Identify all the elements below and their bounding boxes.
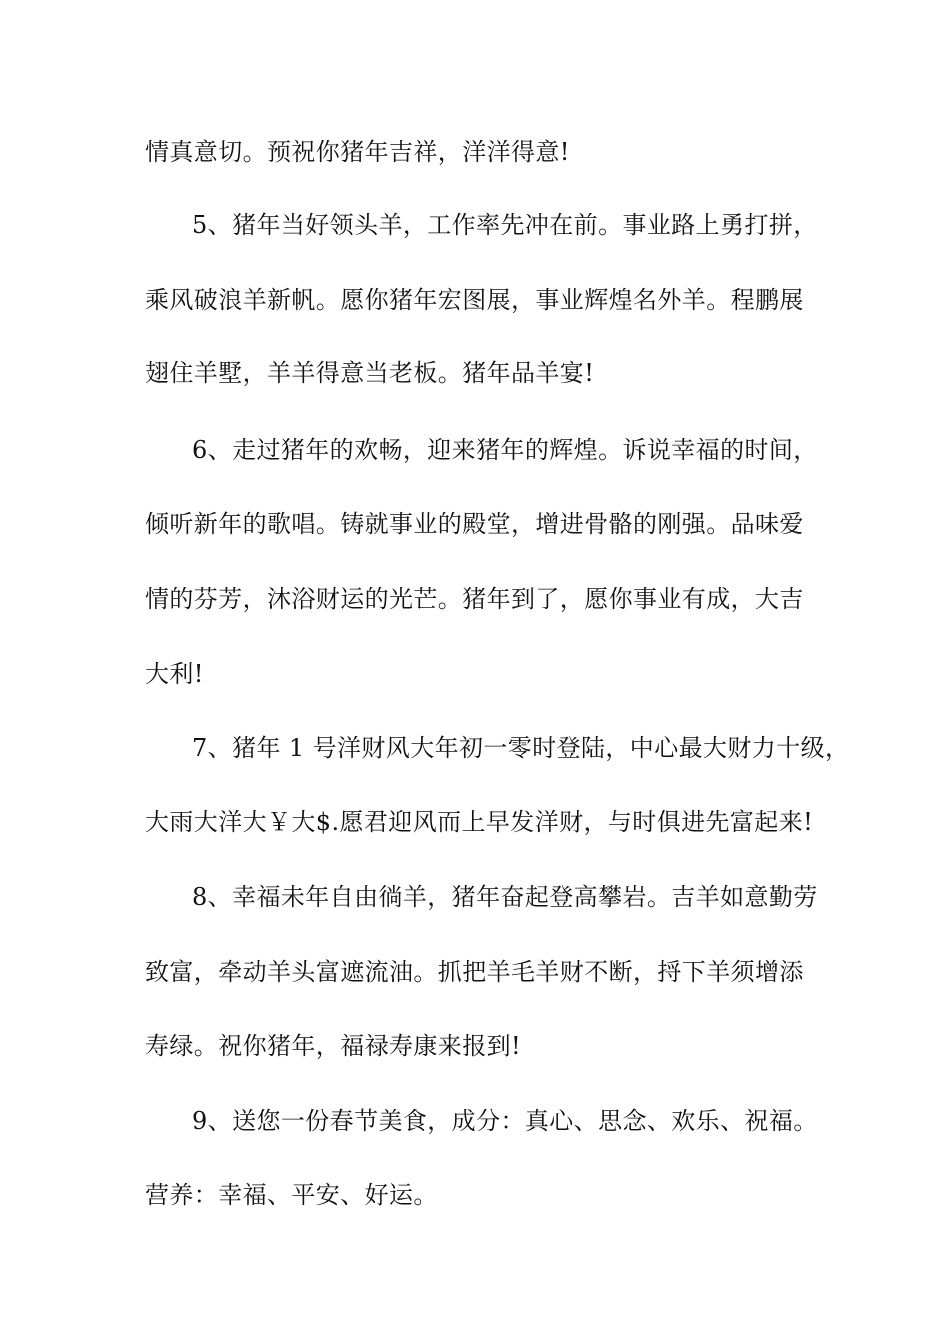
- text-line: 大利!: [145, 660, 204, 688]
- paragraph-8-first-line: 8、幸福未年自由徜羊，猪年奋起登高攀岩。吉羊如意勤劳: [192, 883, 818, 911]
- paragraph-7-first-line: 7、猪年 1 号洋财风大年初一零时登陆，中心最大财力十级，: [192, 734, 850, 762]
- text-line: 乘风破浪羊新帆。愿你猪年宏图展，事业辉煌名外羊。程鹏展: [145, 286, 804, 314]
- text-line: 致富，牵动羊头富遮流油。抓把羊毛羊财不断，捋下羊须增添: [145, 958, 804, 986]
- text-line: 营养：幸福、平安、好运。: [145, 1181, 438, 1209]
- text-line: 情的芬芳，沐浴财运的光芒。猪年到了，愿你事业有成，大吉: [145, 585, 804, 613]
- text-line: 大雨大洋大￥大$.愿君迎风而上早发洋财，与时俱进先富起来!: [145, 808, 814, 836]
- text-line: 寿绿。祝你猪年，福禄寿康来报到!: [145, 1032, 522, 1060]
- paragraph-9-first-line: 9、送您一份春节美食，成分：真心、思念、欢乐、祝福。: [192, 1107, 818, 1135]
- text-line: 翅住羊墅，羊羊得意当老板。猪年品羊宴!: [145, 359, 595, 387]
- paragraph-6-first-line: 6、走过猪年的欢畅，迎来猪年的辉煌。诉说幸福的时间，: [192, 436, 818, 464]
- text-line: 情真意切。预祝你猪年吉祥，洋洋得意!: [145, 138, 570, 166]
- text-line: 倾听新年的歌唱。铸就事业的殿堂，增进骨骼的刚强。品味爱: [145, 510, 804, 538]
- paragraph-5-first-line: 5、猪年当好领头羊，工作率先冲在前。事业路上勇打拼，: [192, 211, 818, 239]
